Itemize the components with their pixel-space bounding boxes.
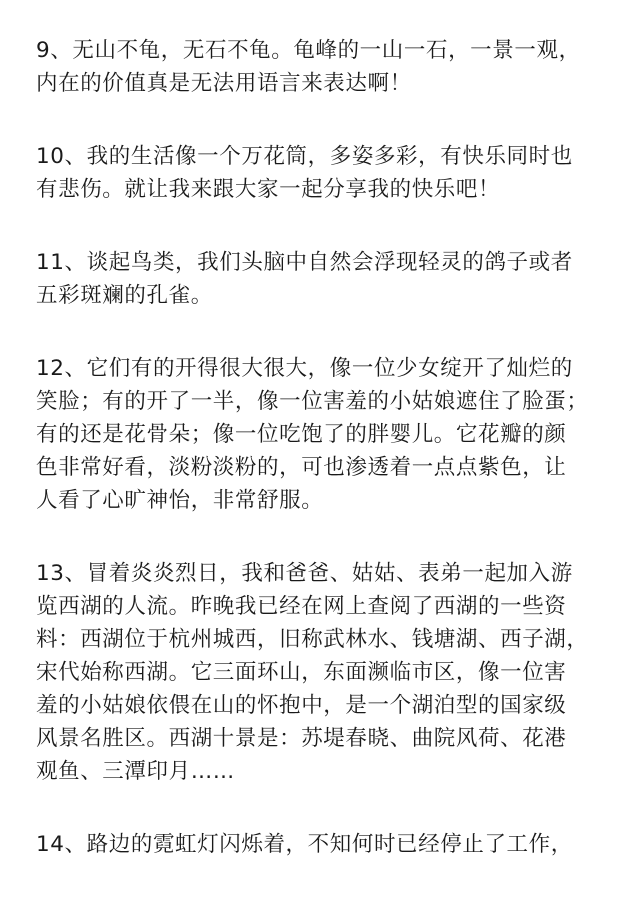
text-line: 11、谈起鸟类，我们头脑中自然会浮现轻灵的鸽子或者: [36, 250, 573, 275]
paragraph-14: [36, 828, 616, 861]
text-line: 观鱼、三潭印月……: [36, 759, 235, 784]
text-line: 有悲伤。就让我来跟大家一起分享我的快乐吧！: [36, 177, 501, 202]
text-line: 人看了心旷神怡，非常舒服。: [36, 488, 324, 513]
text-line: 览西湖的人流。昨晚我已经在网上查阅了西湖的一些资: [36, 594, 567, 619]
text-line: 内在的价值真是无法用语言来表达啊！: [36, 71, 412, 96]
text-line: 笑脸；有的开了一半，像一位害羞的小姑娘遮住了脸蛋；: [36, 389, 589, 414]
text-line: 宋代始称西湖。它三面环山，东面濒临市区，像一位害: [36, 660, 567, 685]
text-line: 五彩斑斓的孔雀。: [36, 283, 213, 308]
paragraph-9: [36, 34, 616, 100]
text-line: 羞的小姑娘依偎在山的怀抱中，是一个湖泊型的国家级: [36, 693, 567, 718]
text-line: 风景名胜区。西湖十景是：苏堤春晓、曲院风荷、花港: [36, 726, 567, 751]
article-body: [36, 34, 616, 901]
text-line: 10、我的生活像一个万花筒，多姿多彩，有快乐同时也: [36, 144, 573, 169]
text-line: 12、它们有的开得很大很大，像一位少女绽开了灿烂的: [36, 356, 573, 381]
paragraph-12: [36, 352, 616, 517]
paragraph-13: [36, 557, 616, 788]
text-line: 有的还是花骨朵；像一位吃饱了的胖婴儿。它花瓣的颜: [36, 422, 567, 447]
text-line: 14、路边的霓虹灯闪烁着，不知何时已经停止了工作，: [36, 832, 573, 857]
paragraph-11: [36, 246, 616, 312]
text-line: 料：西湖位于杭州城西，旧称武林水、钱塘湖、西子湖，: [36, 627, 589, 652]
paragraph-10: [36, 140, 616, 206]
text-line: 色非常好看，淡粉淡粉的，可也渗透着一点点紫色，让: [36, 455, 567, 480]
text-line: 9、无山不龟，无石不龟。龟峰的一山一石，一景一观，: [36, 38, 581, 63]
text-line: 13、冒着炎炎烈日，我和爸爸、姑姑、表弟一起加入游: [36, 561, 573, 586]
